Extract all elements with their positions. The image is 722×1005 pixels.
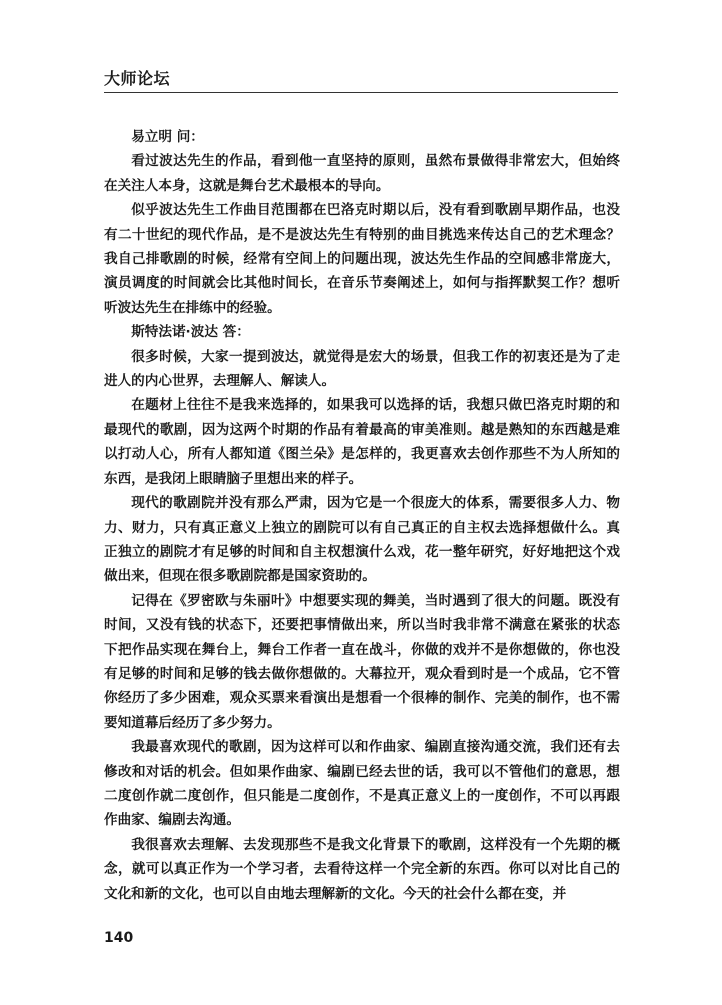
paragraph: 似乎波达先生工作曲目范围都在巴洛克时期以后，没有看到歌剧早期作品，也没有二十世纪的现代作品，是不是波达先生有特别的曲目挑选来传达自己的艺术理念？我自己排歌剧的时候，经常有空间上的问题出现，波达先生作品的空间感非常庞大，演员调度的时间就会比其他时间长，在音乐节奏阐述上，如何与指挥默契工作？想听听波达先生在排练中的经验。 xyxy=(104,202,620,316)
section-title: 大师论坛 xyxy=(104,69,171,88)
paragraph: 记得在《罗密欧与朱丽叶》中想要实现的舞美，当时遇到了很大的问题。既没有时间，又没有钱的状态下，还要把事情做出来，所以当时我非常不满意在紧张的状态下把作品实现在舞台上，舞台工作者一直在战斗，你做的戏并不是你想做的，你也没有足够的时间和足够的钱去做你想做的。大幕拉开，观众看到时是一个成品，它不管你经历了多少困难，观众买票来看演出是想看一个很棒的制作、完美的制作，也不需要知道幕后经历了多少努力。 xyxy=(104,592,620,731)
page-number: 140 xyxy=(104,930,134,946)
running-header xyxy=(104,64,618,93)
paragraph: 我最喜欢现代的歌剧，因为这样可以和作曲家、编剧直接沟通交流，我们还有去修改和对话的机会。但如果作曲家、编剧已经去世的话，我可以不管他们的意思，想二度创作就二度创作，但只能是二度创作，不是真正意义上的一度创作，不可以再跟作曲家、编剧去沟通。 xyxy=(104,739,620,829)
paragraph: 很多时候，大家一提到波达，就觉得是宏大的场景，但我工作的初衷还是为了走进人的内心世界，去理解人、解读人。 xyxy=(104,348,620,390)
paragraph: 看过波达先生的作品，看到他一直坚持的原则，虽然布景做得非常宏大，但始终在关注人本身，这就是舞台艺术最根本的导向。 xyxy=(104,153,620,194)
paragraph: 现代的歌剧院并没有那么严肃，因为它是一个很庞大的体系，需要很多人力、物力、财力，只有真正意义上独立的剧院可以有自己真正的自主权去选择想做什么。真正独立的剧院才有足够的时间和自主权想演什么戏，花一整年研究，好好地把这个戏做出来，但现在很多歌剧院都是国家资助的。 xyxy=(104,495,620,585)
paragraph: 我很喜欢去理解、去发现那些不是我文化背景下的歌剧，这样没有一个先期的概念，就可以真正作为一个学习者，去看待这样一个完全新的东西。你可以对比自己的文化和新的文化，也可以自由地去理解新的文化。今天的社会什么都在变，并 xyxy=(104,836,620,902)
speaker-label: 易立明 问： xyxy=(131,129,204,145)
paragraph: 在题材上往往不是我来选择的，如果我可以选择的话，我想只做巴洛克时期的和最现代的歌剧，因为这两个时期的作品有着最高的审美准则。越是熟知的东西越是难以打动人心，所有人都知道《图兰朵》是怎样的，我更喜欢去创作那些不为人所知的东西，是我闭上眼睛脑子里想出来的样子。 xyxy=(104,397,620,487)
article-body xyxy=(104,125,620,906)
speaker-label: 斯特法诺·波达 答： xyxy=(131,324,250,341)
